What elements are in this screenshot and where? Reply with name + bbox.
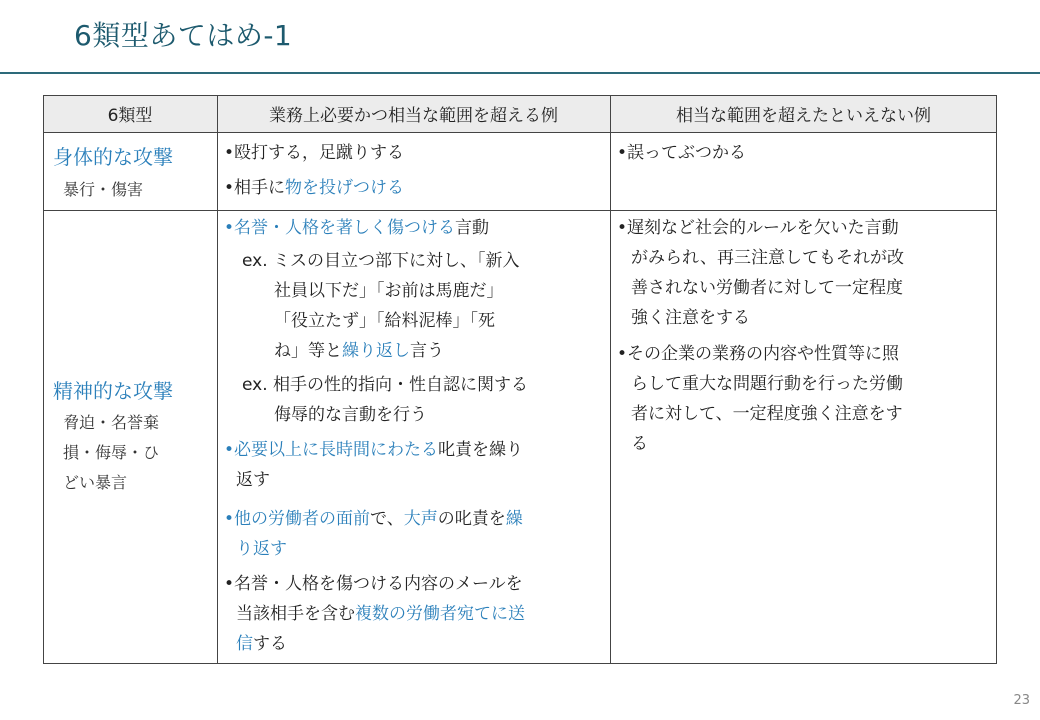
header-divider — [43, 132, 997, 133]
row2-exceed-line — [236, 465, 270, 495]
row2-not-exceed-line — [631, 243, 904, 273]
text-segment: る — [631, 434, 648, 454]
header-not-exceed-examples: 相当な範囲を超えたといえない例 — [676, 106, 931, 126]
header-exceed-examples: 業務上必要かつ相当な範囲を超える例 — [269, 106, 558, 126]
emphasized-text: り返す — [236, 539, 287, 559]
emphasized-text: 複数の労働者宛てに送 — [355, 604, 525, 624]
page-number: 23 — [1013, 693, 1030, 708]
title-divider — [0, 72, 1040, 74]
row1-type-desc: 暴行・傷害 — [63, 180, 144, 199]
text-segment: がみられ、再三注意してもそれが改 — [631, 248, 905, 268]
row2-exceed-line — [274, 276, 504, 306]
row2-exceed-line — [236, 629, 287, 659]
column-divider-1 — [217, 95, 218, 664]
text-segment: 当該相手を含む — [236, 604, 355, 624]
row2-not-exceed-line — [631, 273, 903, 303]
row2-exceed-line — [274, 306, 495, 336]
text-segment: •相手に — [224, 178, 286, 198]
row2-exceed-line — [242, 246, 520, 276]
row1-exceed-line — [224, 173, 404, 203]
text-segment: で、 — [370, 509, 404, 529]
text-segment: らして重大な問題行動を行った労働 — [631, 374, 903, 394]
row2-exceed-line — [236, 599, 525, 629]
row2-exceed-line — [224, 213, 489, 243]
text-segment: 善されない労働者に対して一定程度 — [631, 278, 903, 298]
text-segment: 叱責を繰り — [438, 440, 524, 460]
row2-not-exceed-line — [631, 303, 750, 333]
row2-exceed-line — [224, 569, 523, 599]
row2-type-name: 精神的な攻撃 — [53, 379, 173, 403]
text-segment: 侮辱的な言動を行う — [274, 405, 427, 425]
emphasized-text: •必要以上に長時間にわたる — [224, 440, 439, 460]
text-segment: 強く注意をする — [631, 308, 750, 328]
text-segment: 社員以下だ」「お前は馬鹿だ」 — [274, 281, 504, 301]
emphasized-text: •他の労働者の面前 — [224, 509, 371, 529]
table-border-right — [996, 95, 997, 664]
text-segment: する — [253, 634, 287, 654]
row2-exceed-line — [224, 435, 523, 465]
row1-exceed-line — [224, 138, 404, 168]
text-segment: ex. ミスの目立つ部下に対し、「新入 — [242, 251, 520, 271]
text-segment: の叱責を — [437, 509, 506, 529]
text-segment: •名誉・人格を傷つける内容のメールを — [224, 574, 523, 594]
table-border-top — [43, 95, 997, 96]
row2-exceed-line — [224, 504, 523, 534]
header-type: 6類型 — [107, 106, 153, 126]
row2-exceed-line — [242, 370, 528, 400]
text-segment: 「役立たず」「給料泥棒」「死 — [274, 311, 495, 331]
row2-type-desc-line: 損・侮辱・ひ — [63, 443, 160, 462]
row2-not-exceed-line — [631, 399, 903, 429]
row2-not-exceed-line — [617, 213, 899, 243]
row1-type-name: 身体的な攻撃 — [53, 145, 173, 169]
row2-not-exceed-line — [631, 369, 903, 399]
row1-not-exceed-line — [617, 138, 746, 168]
text-segment: •その企業の業務の内容や性質等に照 — [617, 344, 900, 364]
text-segment: •遅刻など社会的ルールを欠いた言動 — [617, 218, 899, 238]
row2-type-desc-line: 脅迫・名誉棄 — [63, 413, 160, 432]
page-title: 6類型あてはめ-1 — [74, 19, 293, 52]
row-divider — [43, 210, 997, 211]
text-segment: 返す — [236, 470, 270, 490]
row2-type-desc-line: どい暴言 — [63, 473, 128, 492]
emphasized-text: 物を投げつける — [285, 178, 405, 198]
row2-exceed-line — [274, 336, 444, 366]
text-segment: 者に対して、一定程度強く注意をす — [631, 404, 903, 424]
harassment-type-table — [43, 95, 997, 664]
table-border-left — [43, 95, 44, 664]
emphasized-text: 繰 — [505, 509, 523, 529]
text-segment: ね」等と — [274, 341, 342, 361]
row2-exceed-line — [236, 534, 287, 564]
row2-not-exceed-line — [631, 429, 648, 459]
row2-type-desc — [63, 408, 159, 498]
column-divider-2 — [610, 95, 611, 664]
row2-not-exceed-line — [617, 339, 899, 369]
text-segment: 言う — [410, 341, 444, 361]
row2-exceed-line — [274, 400, 427, 430]
emphasized-text: 大声 — [403, 509, 438, 529]
table-border-bottom — [43, 663, 997, 664]
emphasized-text: 信 — [236, 634, 253, 654]
text-segment: 言動 — [455, 218, 490, 238]
text-segment: ex. 相手の性的指向・性自認に関する — [242, 375, 529, 395]
emphasized-text: 繰り返し — [342, 341, 410, 361]
emphasized-text: •名誉・人格を著しく傷つける — [224, 218, 456, 238]
text-segment: •殴打する，足蹴りする — [224, 143, 405, 163]
text-segment: •誤ってぶつかる — [617, 143, 747, 163]
